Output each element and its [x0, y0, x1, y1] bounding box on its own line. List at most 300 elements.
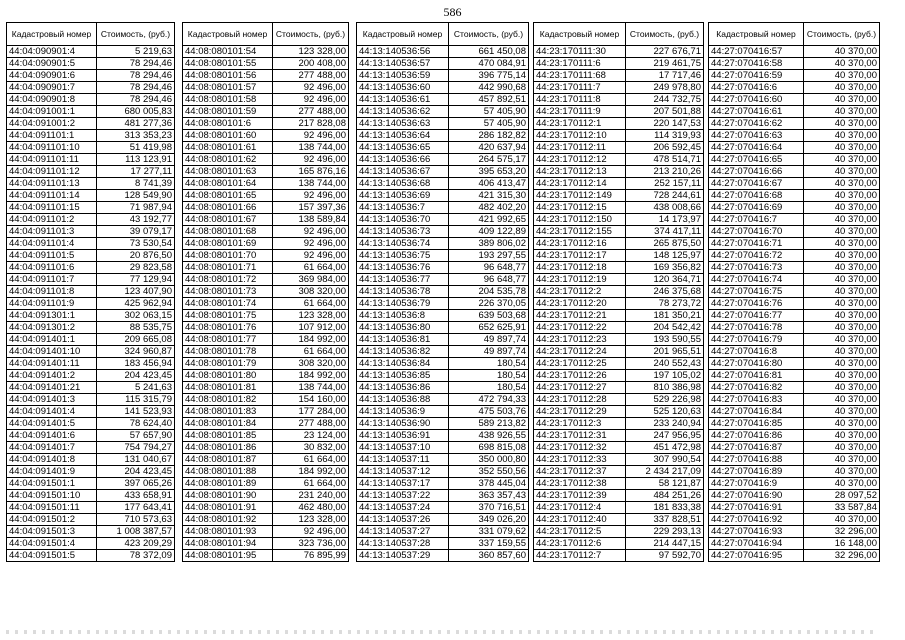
cost-cell: 2 434 217,09: [626, 466, 704, 478]
table-row: [534, 190, 704, 202]
table-row: [7, 130, 175, 142]
table-row: [709, 394, 880, 406]
cadastral-number-cell: 44:23:170112:2: [534, 286, 626, 298]
header-cost: Стоимость, (руб.): [626, 23, 704, 46]
table-row: [7, 454, 175, 466]
cadastral-table-2: [182, 22, 349, 562]
table-row: [183, 550, 349, 562]
cadastral-number-cell: 44:04:091401:11: [7, 358, 97, 370]
cadastral-number-cell: 44:27:070416:92: [709, 514, 804, 526]
table-row: [7, 94, 175, 106]
table-row: [183, 358, 349, 370]
cadastral-number-cell: 44:08:080101:76: [183, 322, 273, 334]
cost-cell: 389 806,02: [449, 238, 529, 250]
cost-cell: 193 590,55: [626, 334, 704, 346]
cost-cell: 88 535,75: [97, 322, 175, 334]
table-row: [183, 166, 349, 178]
cost-cell: 40 370,00: [804, 442, 880, 454]
cadastral-number-cell: 44:08:080101:65: [183, 190, 273, 202]
cadastral-number-cell: 44:23:170111:7: [534, 82, 626, 94]
cost-cell: 120 364,71: [626, 274, 704, 286]
cadastral-number-cell: 44:23:170112:29: [534, 406, 626, 418]
table-row: [709, 202, 880, 214]
cadastral-number-cell: 44:13:140536:63: [357, 118, 449, 130]
cadastral-number-cell: 44:23:170111:8: [534, 94, 626, 106]
cost-cell: 78 294,46: [97, 70, 175, 82]
cadastral-number-cell: 44:23:170112:26: [534, 370, 626, 382]
cadastral-number-cell: 44:27:070416:68: [709, 190, 804, 202]
cost-cell: 209 665,08: [97, 334, 175, 346]
cost-cell: 57 657,90: [97, 430, 175, 442]
cadastral-number-cell: 44:08:080101:61: [183, 142, 273, 154]
cost-cell: 40 370,00: [804, 358, 880, 370]
cadastral-number-cell: 44:08:080101:66: [183, 202, 273, 214]
cadastral-table-5: [708, 22, 880, 562]
cost-cell: 92 496,00: [273, 526, 349, 538]
cadastral-number-cell: 44:27:070416:70: [709, 226, 804, 238]
cadastral-number-cell: 44:13:140536:90: [357, 418, 449, 430]
table-row: [709, 286, 880, 298]
cost-cell: 177 643,41: [97, 502, 175, 514]
cost-cell: 61 664,00: [273, 454, 349, 466]
cadastral-number-cell: 44:08:080101:87: [183, 454, 273, 466]
cost-cell: 92 496,00: [273, 226, 349, 238]
cadastral-number-cell: 44:23:170112:13: [534, 166, 626, 178]
cost-cell: 40 370,00: [804, 382, 880, 394]
table-row: [709, 94, 880, 106]
cost-cell: 40 370,00: [804, 142, 880, 154]
table-row: [534, 94, 704, 106]
cadastral-number-cell: 44:27:070416:94: [709, 538, 804, 550]
cost-cell: 138 744,00: [273, 382, 349, 394]
cadastral-number-cell: 44:27:070416:61: [709, 106, 804, 118]
table-row: [7, 202, 175, 214]
cost-cell: 363 357,43: [449, 490, 529, 502]
table-row: [183, 94, 349, 106]
table-row: [534, 370, 704, 382]
cost-cell: 451 472,98: [626, 442, 704, 454]
table-row: [709, 154, 880, 166]
cadastral-number-cell: 44:13:140537:17: [357, 478, 449, 490]
cadastral-number-cell: 44:27:070416:89: [709, 466, 804, 478]
table-row: [183, 490, 349, 502]
cost-cell: 96 648,77: [449, 262, 529, 274]
cadastral-number-cell: 44:13:140536:66: [357, 154, 449, 166]
table-row: [7, 154, 175, 166]
cost-cell: 378 445,04: [449, 478, 529, 490]
cost-cell: 204 535,78: [449, 286, 529, 298]
cadastral-number-cell: 44:23:170112:22: [534, 322, 626, 334]
cadastral-number-cell: 44:23:170112:6: [534, 538, 626, 550]
cadastral-number-cell: 44:13:140536:64: [357, 130, 449, 142]
cost-cell: 39 079,17: [97, 226, 175, 238]
table-row: [183, 322, 349, 334]
table-row: [183, 514, 349, 526]
cost-cell: 425 962,94: [97, 298, 175, 310]
table-row: [183, 454, 349, 466]
cadastral-number-cell: 44:27:070416:71: [709, 238, 804, 250]
cost-cell: 40 370,00: [804, 106, 880, 118]
cost-cell: 57 405,90: [449, 118, 529, 130]
cadastral-number-cell: 44:08:080101:63: [183, 166, 273, 178]
cost-cell: 421 315,30: [449, 190, 529, 202]
cost-cell: 728 244,61: [626, 190, 704, 202]
cadastral-number-cell: 44:23:170112:150: [534, 214, 626, 226]
table-row: [709, 214, 880, 226]
cost-cell: 177 284,00: [273, 406, 349, 418]
table-row: [534, 310, 704, 322]
cadastral-number-cell: 44:27:070416:9: [709, 478, 804, 490]
cadastral-number-cell: 44:27:070416:80: [709, 358, 804, 370]
table-row: [534, 406, 704, 418]
cost-cell: 40 370,00: [804, 346, 880, 358]
cost-cell: 420 637,94: [449, 142, 529, 154]
table-row: [357, 322, 529, 334]
cadastral-number-cell: 44:08:080101:75: [183, 310, 273, 322]
cadastral-number-cell: 44:04:091501:2: [7, 514, 97, 526]
table-row: [357, 346, 529, 358]
table-row: [7, 514, 175, 526]
cadastral-number-cell: 44:13:140536:78: [357, 286, 449, 298]
table-row: [183, 298, 349, 310]
cadastral-number-cell: 44:27:070416:74: [709, 274, 804, 286]
cadastral-number-cell: 44:27:070416:69: [709, 202, 804, 214]
table-row: [183, 154, 349, 166]
table-row: [183, 406, 349, 418]
cadastral-number-cell: 44:13:140536:61: [357, 94, 449, 106]
cadastral-number-cell: 44:04:091501:5: [7, 550, 97, 562]
table-row: [7, 478, 175, 490]
cost-cell: 40 370,00: [804, 394, 880, 406]
cadastral-number-cell: 44:04:091101:2: [7, 214, 97, 226]
cost-cell: 40 370,00: [804, 298, 880, 310]
cadastral-number-cell: 44:13:140536:84: [357, 358, 449, 370]
cadastral-number-cell: 44:23:170112:19: [534, 274, 626, 286]
table-row: [709, 442, 880, 454]
cost-cell: 40 370,00: [804, 466, 880, 478]
cost-cell: 193 297,55: [449, 250, 529, 262]
table-row: [357, 550, 529, 562]
cadastral-number-cell: 44:08:080101:89: [183, 478, 273, 490]
cost-cell: 40 370,00: [804, 118, 880, 130]
cadastral-number-cell: 44:04:091101:14: [7, 190, 97, 202]
cost-cell: 5 241,63: [97, 382, 175, 394]
cadastral-number-cell: 44:04:091101:8: [7, 286, 97, 298]
table-row: [357, 418, 529, 430]
cadastral-number-cell: 44:23:170111:68: [534, 70, 626, 82]
cadastral-number-cell: 44:23:170111:9: [534, 106, 626, 118]
cost-cell: 639 503,68: [449, 310, 529, 322]
cadastral-number-cell: 44:04:091501:3: [7, 526, 97, 538]
cost-cell: 370 716,51: [449, 502, 529, 514]
cadastral-number-cell: 44:27:070416:95: [709, 550, 804, 562]
table-row: [7, 382, 175, 394]
cost-cell: 395 653,20: [449, 166, 529, 178]
cadastral-number-cell: 44:27:070416:75: [709, 286, 804, 298]
table-row: [7, 82, 175, 94]
cadastral-number-cell: 44:04:090901:4: [7, 46, 97, 58]
table-row: [183, 538, 349, 550]
cadastral-number-cell: 44:13:140536:86: [357, 382, 449, 394]
cost-cell: 141 523,93: [97, 406, 175, 418]
table-row: [7, 418, 175, 430]
cost-cell: 484 251,26: [626, 490, 704, 502]
cost-cell: 265 875,50: [626, 238, 704, 250]
cadastral-number-cell: 44:04:091401:10: [7, 346, 97, 358]
cost-cell: 148 125,97: [626, 250, 704, 262]
header-cost: Стоимость, (руб.): [449, 23, 529, 46]
table-row: [709, 358, 880, 370]
table-row: [357, 298, 529, 310]
cadastral-number-cell: 44:08:080101:85: [183, 430, 273, 442]
cadastral-number-cell: 44:04:091001:2: [7, 118, 97, 130]
cost-cell: 220 147,53: [626, 118, 704, 130]
table-row: [709, 274, 880, 286]
header-cadastral: Кадастровый номер: [7, 23, 97, 46]
header-cadastral: Кадастровый номер: [357, 23, 449, 46]
cadastral-number-cell: 44:04:091101:5: [7, 250, 97, 262]
cost-cell: 32 296,00: [804, 550, 880, 562]
table-row: [7, 334, 175, 346]
table-row: [7, 262, 175, 274]
cost-cell: 40 370,00: [804, 214, 880, 226]
cadastral-number-cell: 44:13:140536:70: [357, 214, 449, 226]
cost-cell: 246 375,68: [626, 286, 704, 298]
cadastral-number-cell: 44:04:090901:5: [7, 58, 97, 70]
cadastral-number-cell: 44:27:070416:59: [709, 70, 804, 82]
table-row: [534, 430, 704, 442]
table-row: [7, 358, 175, 370]
table-row: [183, 370, 349, 382]
table-row: [709, 370, 880, 382]
cost-cell: 40 370,00: [804, 322, 880, 334]
cadastral-number-cell: 44:08:080101:93: [183, 526, 273, 538]
cost-cell: 78 294,46: [97, 94, 175, 106]
cadastral-number-cell: 44:04:091101:12: [7, 166, 97, 178]
cost-cell: 337 828,51: [626, 514, 704, 526]
cost-cell: 157 397,36: [273, 202, 349, 214]
cadastral-number-cell: 44:27:070416:93: [709, 526, 804, 538]
cost-cell: 78 273,72: [626, 298, 704, 310]
table-row: [357, 154, 529, 166]
cadastral-number-cell: 44:23:170112:25: [534, 358, 626, 370]
table-row: [183, 226, 349, 238]
cost-cell: 33 587,84: [804, 502, 880, 514]
cost-cell: 219 461,75: [626, 58, 704, 70]
cost-cell: 61 664,00: [273, 346, 349, 358]
cost-cell: 78 372,09: [97, 550, 175, 562]
cost-cell: 180,54: [449, 358, 529, 370]
cadastral-number-cell: 44:13:140536:57: [357, 58, 449, 70]
table-row: [709, 502, 880, 514]
table-row: [709, 178, 880, 190]
cost-cell: 680 005,83: [97, 106, 175, 118]
cost-cell: 525 120,63: [626, 406, 704, 418]
cost-cell: 247 956,95: [626, 430, 704, 442]
cost-cell: 40 370,00: [804, 250, 880, 262]
cadastral-number-cell: 44:23:170112:15: [534, 202, 626, 214]
cadastral-number-cell: 44:27:070416:78: [709, 322, 804, 334]
cost-cell: 76 895,99: [273, 550, 349, 562]
table-row: [534, 502, 704, 514]
cost-cell: 40 370,00: [804, 286, 880, 298]
table-row: [357, 538, 529, 550]
cadastral-number-cell: 44:04:091501:10: [7, 490, 97, 502]
table-row: [534, 106, 704, 118]
table-row: [7, 370, 175, 382]
cadastral-number-cell: 44:27:070416:7: [709, 214, 804, 226]
cost-cell: 123 407,90: [97, 286, 175, 298]
cadastral-number-cell: 44:04:091401:2: [7, 370, 97, 382]
cadastral-number-cell: 44:27:070416:62: [709, 118, 804, 130]
cadastral-number-cell: 44:23:170112:20: [534, 298, 626, 310]
cost-cell: 217 828,08: [273, 118, 349, 130]
table-row: [357, 226, 529, 238]
cadastral-number-cell: 44:04:091401:5: [7, 418, 97, 430]
cadastral-number-cell: 44:13:140537:22: [357, 490, 449, 502]
cost-cell: 396 775,14: [449, 70, 529, 82]
header-cadastral: Кадастровый номер: [183, 23, 273, 46]
cost-cell: 73 530,54: [97, 238, 175, 250]
cadastral-number-cell: 44:04:091401:1: [7, 334, 97, 346]
cadastral-number-cell: 44:08:080101:62: [183, 154, 273, 166]
cost-cell: 249 978,80: [626, 82, 704, 94]
table-row: [183, 262, 349, 274]
cost-cell: 324 960,87: [97, 346, 175, 358]
cost-cell: 58 121,87: [626, 478, 704, 490]
cost-cell: 240 552,43: [626, 358, 704, 370]
table-row: [534, 178, 704, 190]
table-row: [7, 46, 175, 58]
cadastral-number-cell: 44:04:091501:1: [7, 478, 97, 490]
table-row: [183, 394, 349, 406]
cost-cell: 406 413,47: [449, 178, 529, 190]
table-row: [709, 82, 880, 94]
cost-cell: 78 294,46: [97, 82, 175, 94]
cost-cell: 107 912,00: [273, 322, 349, 334]
cost-cell: 323 736,00: [273, 538, 349, 550]
cadastral-number-cell: 44:08:080101:56: [183, 70, 273, 82]
cost-cell: 529 226,98: [626, 394, 704, 406]
table-row: [709, 226, 880, 238]
cost-cell: 40 370,00: [804, 454, 880, 466]
cost-cell: 433 658,91: [97, 490, 175, 502]
table-row: [7, 406, 175, 418]
table-row: [534, 538, 704, 550]
table-row: [709, 262, 880, 274]
cadastral-number-cell: 44:13:140536:9: [357, 406, 449, 418]
cost-cell: 462 480,00: [273, 502, 349, 514]
cost-cell: 40 370,00: [804, 166, 880, 178]
header-cost: Стоимость, (руб.): [273, 23, 349, 46]
cost-cell: 652 625,91: [449, 322, 529, 334]
table-row: [709, 118, 880, 130]
cost-cell: 97 592,70: [626, 550, 704, 562]
cost-cell: 20 876,50: [97, 250, 175, 262]
cost-cell: 277 488,00: [273, 418, 349, 430]
cadastral-number-cell: 44:13:140536:68: [357, 178, 449, 190]
cadastral-number-cell: 44:08:080101:77: [183, 334, 273, 346]
table-row: [357, 394, 529, 406]
table-row: [7, 118, 175, 130]
cadastral-number-cell: 44:04:091301:2: [7, 322, 97, 334]
table-row: [357, 526, 529, 538]
cadastral-number-cell: 44:23:170112:16: [534, 238, 626, 250]
table-row: [357, 502, 529, 514]
cost-cell: 214 447,15: [626, 538, 704, 550]
cadastral-number-cell: 44:04:091101:7: [7, 274, 97, 286]
table-row: [357, 370, 529, 382]
cadastral-number-cell: 44:23:170112:5: [534, 526, 626, 538]
table-row: [534, 46, 704, 58]
cost-cell: 226 370,05: [449, 298, 529, 310]
table-row: [183, 202, 349, 214]
cadastral-number-cell: 44:23:170112:24: [534, 346, 626, 358]
table-row: [534, 166, 704, 178]
table-row: [709, 322, 880, 334]
table-row: [183, 466, 349, 478]
cadastral-number-cell: 44:23:170112:28: [534, 394, 626, 406]
table-row: [534, 142, 704, 154]
table-row: [183, 502, 349, 514]
cost-cell: 123 328,00: [273, 46, 349, 58]
cost-cell: 302 063,15: [97, 310, 175, 322]
cost-cell: 233 240,94: [626, 418, 704, 430]
cost-cell: 307 990,54: [626, 454, 704, 466]
cadastral-number-cell: 44:13:140536:74: [357, 238, 449, 250]
table-row: [709, 430, 880, 442]
cost-cell: 138 589,84: [273, 214, 349, 226]
cadastral-number-cell: 44:23:170112:3: [534, 418, 626, 430]
cost-cell: 40 370,00: [804, 238, 880, 250]
cadastral-number-cell: 44:08:080101:82: [183, 394, 273, 406]
cost-cell: 30 832,00: [273, 442, 349, 454]
cost-cell: 661 450,08: [449, 46, 529, 58]
table-row: [534, 298, 704, 310]
cadastral-number-cell: 44:23:170112:12: [534, 154, 626, 166]
cadastral-number-cell: 44:08:080101:69: [183, 238, 273, 250]
table-row: [534, 514, 704, 526]
cadastral-number-cell: 44:23:170112:32: [534, 442, 626, 454]
cadastral-number-cell: 44:23:170112:37: [534, 466, 626, 478]
table-row: [183, 250, 349, 262]
table-row: [357, 406, 529, 418]
cadastral-number-cell: 44:13:140537:28: [357, 538, 449, 550]
cadastral-number-cell: 44:23:170112:10: [534, 130, 626, 142]
cost-cell: 244 732,75: [626, 94, 704, 106]
cadastral-number-cell: 44:27:070416:87: [709, 442, 804, 454]
cost-cell: 40 370,00: [804, 178, 880, 190]
cost-cell: 61 664,00: [273, 262, 349, 274]
cost-cell: 337 159,55: [449, 538, 529, 550]
table-row: [7, 466, 175, 478]
table-row: [357, 490, 529, 502]
table-row: [534, 202, 704, 214]
cost-cell: 57 405,90: [449, 106, 529, 118]
cadastral-number-cell: 44:27:070416:72: [709, 250, 804, 262]
table-row: [183, 310, 349, 322]
cadastral-number-cell: 44:08:080101:71: [183, 262, 273, 274]
cost-cell: 1 008 387,57: [97, 526, 175, 538]
cost-cell: 180,54: [449, 382, 529, 394]
table-row: [357, 442, 529, 454]
cost-cell: 169 356,82: [626, 262, 704, 274]
cadastral-number-cell: 44:27:070416:63: [709, 130, 804, 142]
cost-cell: 71 987,94: [97, 202, 175, 214]
cost-cell: 331 079,62: [449, 526, 529, 538]
cadastral-number-cell: 44:08:080101:55: [183, 58, 273, 70]
table-row: [7, 286, 175, 298]
